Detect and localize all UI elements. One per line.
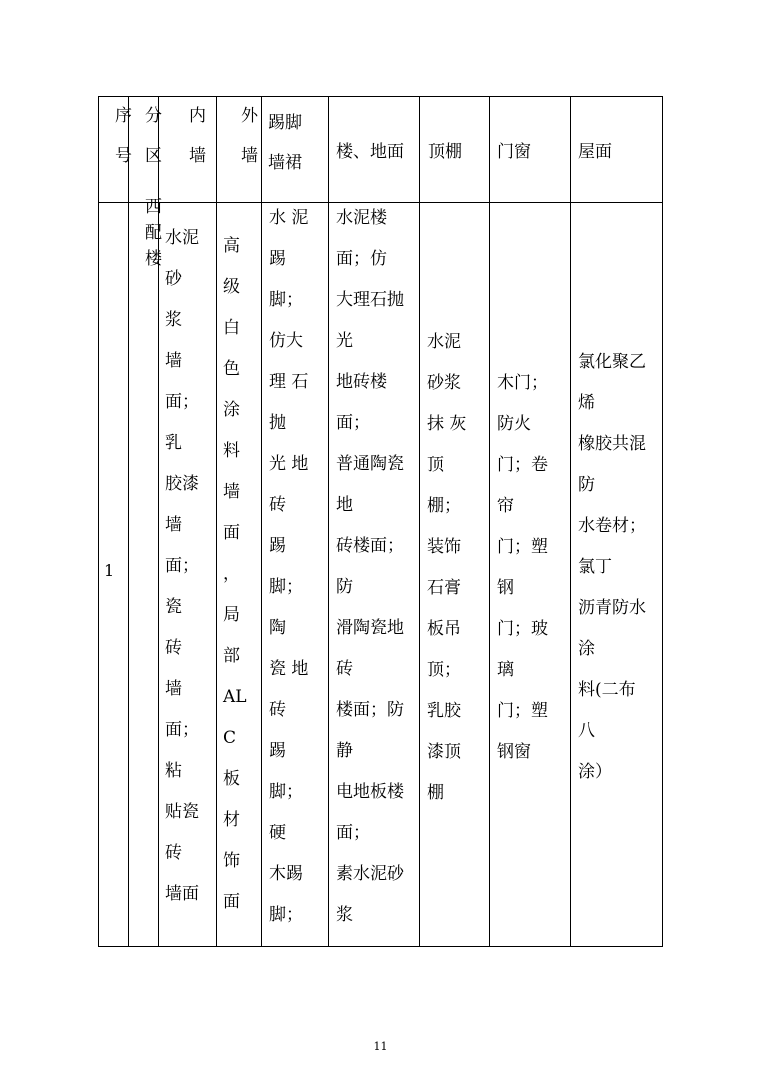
page-number: 11 [373, 1040, 388, 1053]
row-zone: 西 配 楼 [145, 197, 162, 269]
header-roof [578, 96, 662, 202]
header-doors-label: 门窗 [497, 141, 531, 162]
row-inner-wall: 水泥 砂 浆 墙 面； 乳 胶漆 墙 面； 瓷 砖 墙 面； 粘 贴瓷 砖 墙面 [165, 228, 199, 904]
header-outer-wall: 外 墙 [241, 106, 258, 166]
construction-table [98, 96, 663, 947]
header-floor [336, 96, 418, 202]
row-index: 1 [104, 561, 115, 580]
header-skirting: 踢脚 墙裙 [268, 113, 302, 173]
header-inner-wall: 内 墙 [189, 106, 206, 166]
header-doors [497, 96, 569, 202]
row-doors: 木门； 防火 门；卷 帘 门；塑 钢 门；玻 璃 门；塑 钢窗 [497, 373, 548, 762]
header-ceiling [428, 96, 488, 202]
row-roof: 氯化聚乙 烯 橡胶共混 防 水卷材； 氯丁 沥青防水 涂 料(二布 八 涂） [578, 352, 646, 782]
row-outer-wall: 高 级 白 色 涂 料 墙 面 ， 局 部 AL C 板 材 饰 面 [223, 236, 247, 912]
row-skirting: 水 泥 踢 脚； 仿大 理 石 抛 光 地 砖 踢 脚； 陶 瓷 地 砖 踢 脚； 硬 木踢 脚； [269, 208, 309, 925]
row-ceiling: 水泥 砂浆 抹 灰 顶 棚； 装饰 石膏 板吊 顶； 乳胶 漆顶 棚 [427, 332, 467, 803]
row-floor: 水泥楼 面；仿 大理石抛 光 地砖楼 面； 普通陶瓷 地 砖楼面； 防 滑陶瓷地 砖 楼面；防 静 电地板楼 面； 素水泥砂 浆 [336, 208, 404, 925]
header-ceiling-label: 顶棚 [428, 141, 462, 162]
header-index: 序 号 [115, 106, 132, 166]
header-zone: 分 区 [145, 106, 162, 166]
header-floor-label: 楼、地面 [336, 141, 404, 162]
header-roof-label: 屋面 [578, 141, 612, 162]
